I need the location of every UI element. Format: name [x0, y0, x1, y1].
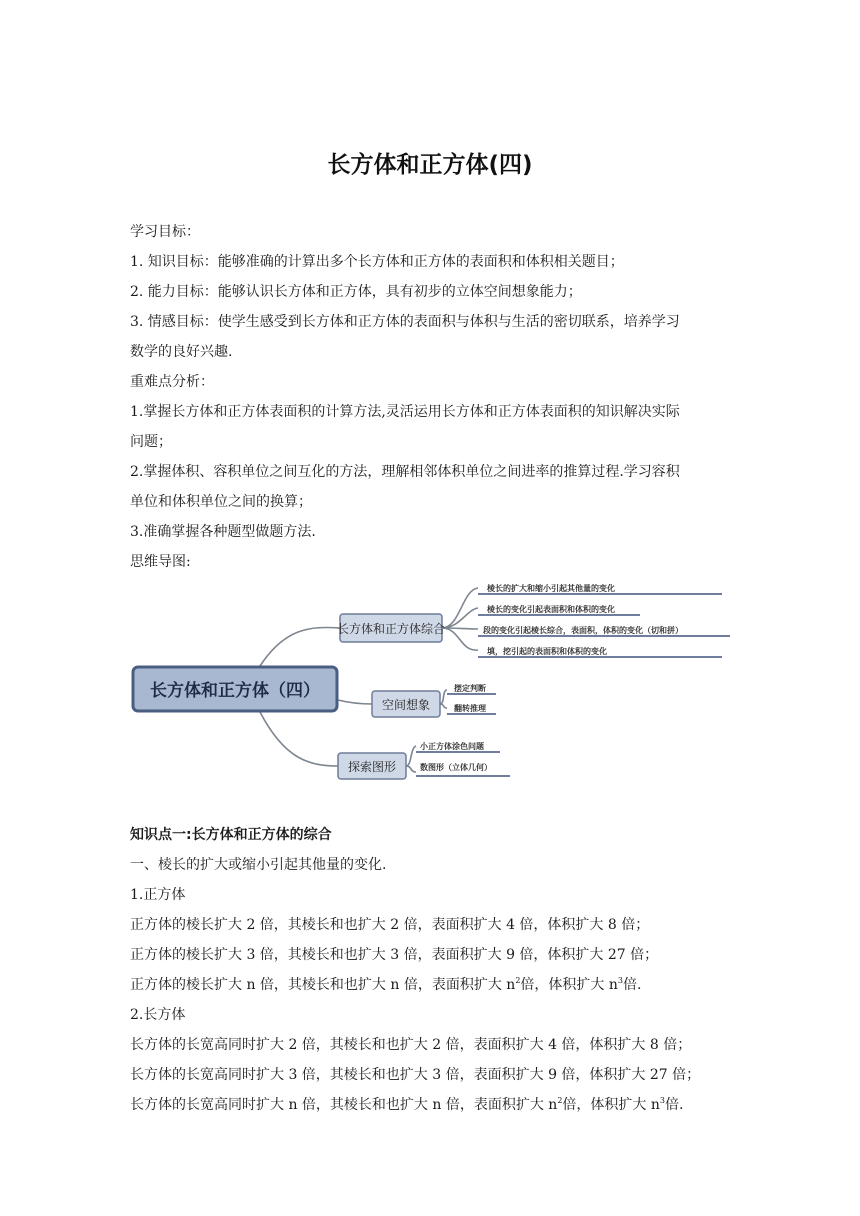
leaf-1-2: 棱长的变化引起表面积和体积的变化 [487, 605, 615, 614]
leaf-3-1: 小正方体涂色问题 [420, 742, 484, 751]
cuboid-label: 2.长方体 [130, 1007, 186, 1023]
difficulty-item-2: 2.掌握体积、容积单位之间互化的方法，理解相邻体积单位之间进率的推算过程.学习容积 [130, 464, 680, 480]
goal-item-1: 1. 知识目标：能够准确的计算出多个长方体和正方体的表面积和体积相关题目； [130, 254, 624, 270]
goal-item-2: 2. 能力目标：能够认识长方体和正方体，具有初步的立体空间想象能力； [130, 284, 582, 300]
leaf-1-3: 段的变化引起棱长综合，表面积，体积的变化（切和拼） [483, 626, 683, 635]
difficulty-item-1-cont: 问题； [130, 434, 172, 450]
root-label: 长方体和正方体（四） [150, 681, 320, 701]
goals-heading: 学习目标： [130, 224, 200, 240]
leaf-2-2: 翻转推理 [454, 704, 486, 713]
mindmap-heading: 思维导图: [130, 554, 191, 570]
cube-line-2: 正方体的棱长扩大 3 倍，其棱长和也扩大 3 倍，表面积扩大 9 倍，体积扩大 27 倍； [130, 947, 659, 963]
branch-label-3: 探索图形 [347, 760, 397, 774]
leaf-3-2: 数图形（立体几何） [420, 763, 492, 772]
cuboid-line-n: 长方体的长宽高同时扩大 n 倍，其棱长和也扩大 n 倍，表面积扩大 $n^2$倍，体积扩大 $n^3$倍. [130, 1096, 684, 1113]
page-title: 长方体和正方体(四) [327, 152, 533, 178]
difficulties-heading: 重难点分析： [130, 374, 214, 390]
cuboid-line-2: 长方体的长宽高同时扩大 3 倍，其棱长和也扩大 3 倍，表面积扩大 9 倍，体积扩大 27 倍； [130, 1067, 701, 1083]
cube-label: 1.正方体 [130, 887, 186, 903]
leaf-2-1: 摆定判断 [454, 684, 486, 693]
goal-item-3: 3. 情感目标：使学生感受到长方体和正方体的表面积与体积与生活的密切联系，培养学习 [130, 314, 680, 330]
leaf-1-4: 填，挖引起的表面积和体积的变化 [487, 647, 607, 656]
section-heading: 知识点一:长方体和正方体的综合 [130, 827, 332, 843]
cube-line-n: 正方体的棱长扩大 n 倍，其棱长和也扩大 n 倍，表面积扩大 $n^2$倍，体积扩大 $n^3$倍. [130, 976, 642, 993]
leaf-1-1: 棱长的扩大和缩小引起其他量的变化 [487, 584, 615, 593]
cube-line-1: 正方体的棱长扩大 2 倍，其棱长和也扩大 2 倍，表面积扩大 4 倍，体积扩大 8 倍； [130, 917, 650, 933]
branch-label-2: 空间想象 [381, 698, 431, 712]
difficulty-item-3: 3.准确掌握各种题型做题方法. [130, 524, 316, 540]
difficulty-item-1: 1.掌握长方体和正方体表面积的计算方法,灵活运用长方体和正方体表面积的知识解决实际 [130, 404, 680, 420]
goal-item-3-cont: 数学的良好兴趣. [130, 344, 233, 360]
difficulty-item-2-cont: 单位和体积单位之间的换算； [130, 494, 312, 510]
section-subheading: 一、棱长的扩大或缩小引起其他量的变化. [130, 857, 387, 873]
branch-label-1: 长方体和正方体综合 [336, 622, 446, 636]
cuboid-line-1: 长方体的长宽高同时扩大 2 倍，其棱长和也扩大 2 倍，表面积扩大 4 倍，体积扩大 8 倍； [130, 1037, 692, 1053]
